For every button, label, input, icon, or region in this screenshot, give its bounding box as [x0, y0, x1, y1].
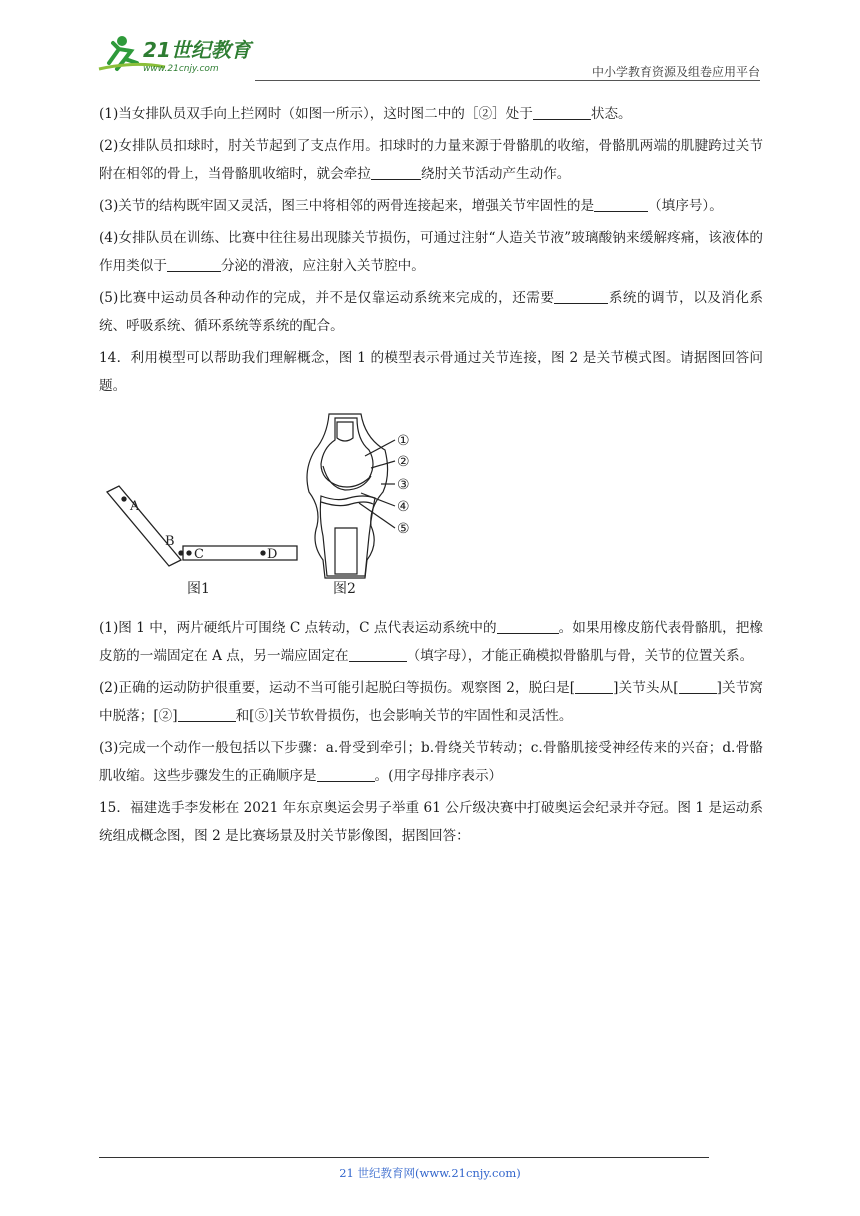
- answer-blank[interactable]: [178, 707, 236, 722]
- point-b-label: B: [165, 534, 175, 549]
- articular-cartilage-lower: [321, 502, 373, 506]
- label-1: ①: [397, 433, 410, 449]
- leader-line-5: [359, 503, 395, 528]
- answer-blank[interactable]: [594, 197, 648, 212]
- question-13-part-3: (3)关节的结构既牢固又灵活，图三中将相邻的两骨连接起来，增强关节牢固性的是 （填序号）。: [99, 198, 723, 214]
- cardboard-strip-upper: [107, 486, 181, 566]
- label-4: ④: [397, 499, 410, 515]
- point-a-dot: [122, 497, 126, 501]
- figure1-caption: 图1: [187, 581, 210, 597]
- header-platform-text: 中小学教育资源及组卷应用平台: [591, 65, 760, 79]
- bone-marrow-lower: [335, 528, 357, 574]
- answer-blank[interactable]: [533, 105, 591, 120]
- point-c-label: C: [194, 547, 204, 562]
- question-13-part-5: (5)比赛中运动员各种动作的完成，并不是仅靠运动系统来完成的，还需要 系统的调节，以及消化系统、呼吸系统、循环系统等系统的配合。: [99, 290, 764, 334]
- page-header: [95, 33, 760, 81]
- question-14-part-2: (2)正确的运动防护很重要，运动不当可能引起脱臼等损伤。观察图 2，脱臼是[ ]关节头从[ ]关节窝中脱落；[②] 和[⑤]关节软骨损伤，也会影响关节的牢固性和灵活性。: [99, 680, 764, 724]
- point-c-dot: [187, 551, 191, 555]
- answer-blank[interactable]: [167, 257, 221, 272]
- answer-blank[interactable]: [554, 289, 608, 304]
- answer-blank[interactable]: [679, 679, 717, 694]
- answer-blank[interactable]: [317, 767, 375, 782]
- answer-blank[interactable]: [371, 165, 421, 180]
- figure2-caption: 图2: [333, 581, 356, 597]
- leader-line-4: [361, 493, 395, 506]
- question-14-part-1: (1)图 1 中，两片硬纸片可围绕 C 点转动，C 点代表运动系统中的 。如果用橡皮筋代表骨骼肌，把橡皮筋的一端固定在 A 点，另一端应固定在 （填字母），才能正确模拟骨骼肌与骨，关节的位置关系。: [99, 620, 764, 664]
- bone-marrow-upper: [337, 422, 353, 441]
- leader-line-2: [371, 461, 395, 468]
- label-2: ②: [397, 454, 410, 470]
- question-14-part-3: (3)完成一个动作一般包括以下步骤：a.骨受到牵引；b.骨绕关节转动；c.骨骼肌接受神经传来的兴奋；d.骨骼肌收缩。这些步骤发生的正确顺序是 。(用字母排序表示）: [99, 740, 763, 784]
- label-3: ③: [397, 477, 410, 493]
- point-d-dot: [261, 551, 265, 555]
- question-13-part-4: (4)女排队员在训练、比赛中往往易出现膝关节损伤，可通过注射“人造关节液”玻璃酸钠来缓解疼痛，该液体的作用类似于 分泌的滑液，应注射入关节腔中。: [99, 230, 763, 274]
- point-b-dot: [179, 551, 183, 555]
- logo-title: 21世纪教育: [143, 38, 251, 62]
- figure2-joint: [307, 414, 395, 578]
- point-a-label: A: [130, 499, 140, 514]
- question-15-stem: 15．福建选手李发彬在 2021 年东京奥运会男子举重 61 公斤级决赛中打破奥运会纪录并夺冠。图 1 是运动系统组成概念图，图 2 是比赛场景及肘关节影像图，据图回答：: [99, 800, 763, 844]
- answer-blank[interactable]: [575, 679, 613, 694]
- question-13-part-1: (1)当女排队员双手向上拦网时（如图一所示），这时图二中的［②］处于 状态。: [99, 106, 632, 122]
- joint-model-figure: [99, 408, 763, 604]
- point-d-label: D: [267, 547, 278, 562]
- footer-divider: [99, 1157, 709, 1158]
- question-14-stem: 14．利用模型可以帮助我们理解概念，图 1 的模型表示骨通过关节连接，图 2 是关节模式图。请据图回答问题。: [99, 350, 763, 394]
- runner-head-icon: [117, 36, 127, 46]
- joint-capsule: [307, 414, 388, 578]
- question-13-part-2: (2)女排队员扣球时，肘关节起到了支点作用。扣球时的力量来源于骨骼肌的收缩，骨骼肌两端的肌腱跨过关节附在相邻的骨上，当骨骼肌收缩时，就会牵拉 绕肘关节活动产生动作。: [99, 138, 763, 182]
- site-logo: [95, 33, 265, 77]
- page-content: [99, 100, 763, 854]
- header-divider: [255, 80, 760, 81]
- figure-drawing: [99, 408, 763, 604]
- answer-blank[interactable]: [497, 619, 559, 634]
- logo-url: www.21cnjy.com: [143, 64, 219, 74]
- label-5: ⑤: [397, 521, 410, 537]
- footer-link[interactable]: 21 世纪教育网(www.21cnjy.com): [339, 1166, 521, 1180]
- answer-blank[interactable]: [349, 647, 407, 662]
- leader-line-1: [365, 440, 395, 456]
